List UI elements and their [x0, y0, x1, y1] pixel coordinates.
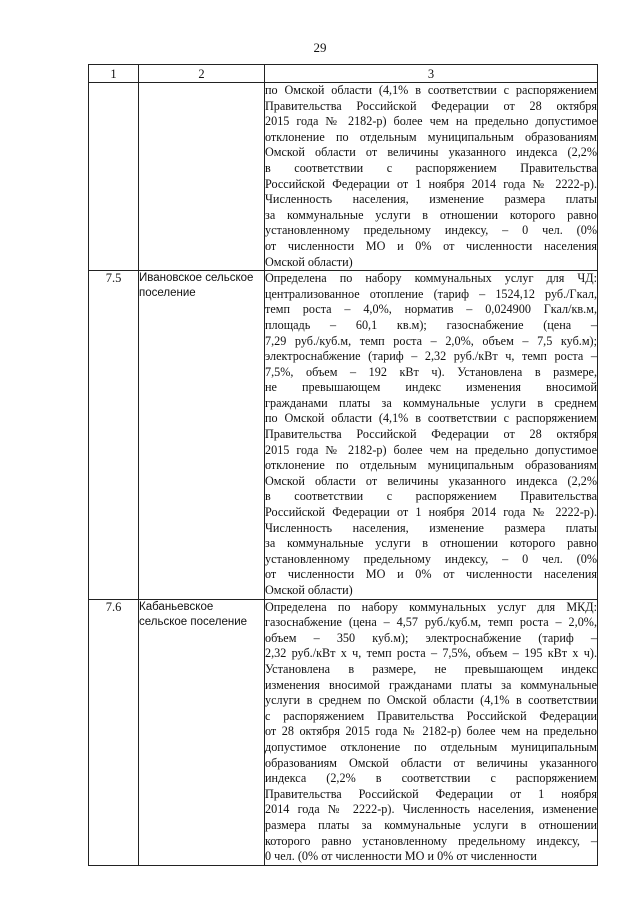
description-line: 2014 года № 2222-р). Численность населения, изменение	[265, 802, 597, 817]
description-line: образованиям Омской области от величины указанного	[265, 755, 597, 770]
description-line: с распоряжением Правительства Российской Федерации	[265, 708, 597, 723]
description-line: Российской Федерации от 1 ноября 2014 года № 2222-р).	[265, 176, 597, 191]
description-line: изменения вносимой гражданами платы за коммунальные	[265, 677, 597, 692]
description-line: 7,5%, объем – 192 кВт ч). Установлена в размере,	[265, 364, 597, 379]
description-line: Омской области от величины указанного индекса (2,2%	[265, 473, 597, 488]
description-line: установленному предельному индексу, – 0 чел. (0%	[265, 223, 597, 238]
description-line: объем – 350 куб.м); электроснабжение (тариф –	[265, 630, 597, 645]
description-line: Правительства Российской Федерации от 1 ноября	[265, 786, 597, 801]
description-line: электроснабжение (тариф – 2,32 руб./кВт ч, темп роста –	[265, 349, 597, 364]
settlement-name	[139, 83, 265, 271]
description-line: размера платы за коммунальные услуги в отношении	[265, 817, 597, 832]
description-line: газоснабжение (цена – 4,57 руб./куб.м, темп роста – 2,0%,	[265, 615, 597, 630]
description-line: за коммунальные услуги в отношении которого равно	[265, 207, 597, 222]
description-line: Численность населения, изменение размера платы	[265, 192, 597, 207]
header-col-3: 3	[265, 65, 598, 83]
description-cell	[265, 599, 598, 865]
table-row	[89, 599, 598, 865]
description-line: по Омской области (4,1% в соответствии с распоряжением	[265, 411, 597, 426]
description-cell	[265, 271, 598, 599]
header-col-1: 1	[89, 65, 139, 83]
description-line: Омской области от величины указанного индекса (2,2%	[265, 145, 597, 160]
description-line: Омской области)	[265, 254, 353, 269]
description-line: Правительства Российской Федерации от 28 октября	[265, 427, 597, 442]
description-line: отклонение по отдельным муниципальным образованиям	[265, 458, 597, 473]
description-line: которого равно установленному предельному индексу, –	[265, 833, 597, 848]
description-line: 0 чел. (0% от численности МО и 0% от численности	[265, 849, 537, 864]
settlement-name: Ивановское сельское поселение	[139, 271, 265, 599]
description-line: Определена по набору коммунальных услуг для МКД:	[265, 599, 597, 614]
description-line: за коммунальные услуги в отношении которого равно	[265, 536, 597, 551]
row-number: 7.5	[89, 271, 139, 599]
description-line: 2,32 руб./кВт х ч, темп роста – 7,5%, объем – 195 кВт х ч).	[265, 646, 597, 661]
description-line: не превышающем индекс изменения вносимой	[265, 380, 597, 395]
header-col-2: 2	[139, 65, 265, 83]
description-line: Численность населения, изменение размера платы	[265, 520, 597, 535]
description-line: допустимое отклонение по отдельным муниципальным	[265, 739, 597, 754]
description-line: 2015 года № 2182-р) более чем на предельно допустимое	[265, 442, 597, 457]
row-number: 7.6	[89, 599, 139, 865]
description-line: по Омской области (4,1% в соответствии с распоряжением	[265, 83, 597, 97]
description-line: темп роста – 4,0%, норматив – 0,024900 Гкал/кв.м,	[265, 302, 597, 317]
description-line: от численности МО и 0% от численности населения	[265, 567, 597, 582]
description-line: услуги в среднем по Омской области (4,1% в соответствии	[265, 693, 597, 708]
description-line: централизованное отопление (тариф – 1524,12 руб./Гкал,	[265, 286, 597, 301]
description-line: в соответствии с распоряжением Правительства	[265, 160, 597, 175]
header-row	[89, 65, 598, 83]
description-line: от численности МО и 0% от численности населения	[265, 238, 597, 253]
description-line: площадь – 60,1 кв.м); газоснабжение (цена –	[265, 317, 597, 332]
description-line: 7,29 руб./куб.м, темп роста – 2,0%, объем – 7,5 куб.м);	[265, 333, 597, 348]
row-number	[89, 83, 139, 271]
settlement-name: Кабаньевское сельское поселение	[139, 599, 265, 865]
description-line: гражданами платы за коммунальные услуги в среднем	[265, 395, 597, 410]
description-line: Омской области)	[265, 583, 353, 597]
description-line: в соответствии с распоряжением Правительства	[265, 489, 597, 504]
description-line: от 28 октября 2015 года № 2182-р) более чем на предельно	[265, 724, 597, 739]
description-line: установленному предельному индексу, – 0 чел. (0%	[265, 551, 597, 566]
page-number: 29	[313, 40, 327, 55]
description-cell	[265, 83, 598, 271]
description-line: Установлена в размере, не превышающем индекс	[265, 661, 597, 676]
description-line: Определена по набору коммунальных услуг для ЧД:	[265, 271, 597, 286]
table-row	[89, 271, 598, 599]
description-line: Российской Федерации от 1 ноября 2014 года № 2222-р).	[265, 505, 597, 520]
description-line: индекса (2,2% в соответствии с распоряжением	[265, 771, 597, 786]
description-line: Правительства Российской Федерации от 28 октября	[265, 98, 597, 113]
description-line: отклонение по отдельным муниципальным образованиям	[265, 129, 597, 144]
tariff-table	[88, 64, 598, 866]
table-row	[89, 83, 598, 271]
description-line: 2015 года № 2182-р) более чем на предельно допустимое	[265, 114, 597, 129]
